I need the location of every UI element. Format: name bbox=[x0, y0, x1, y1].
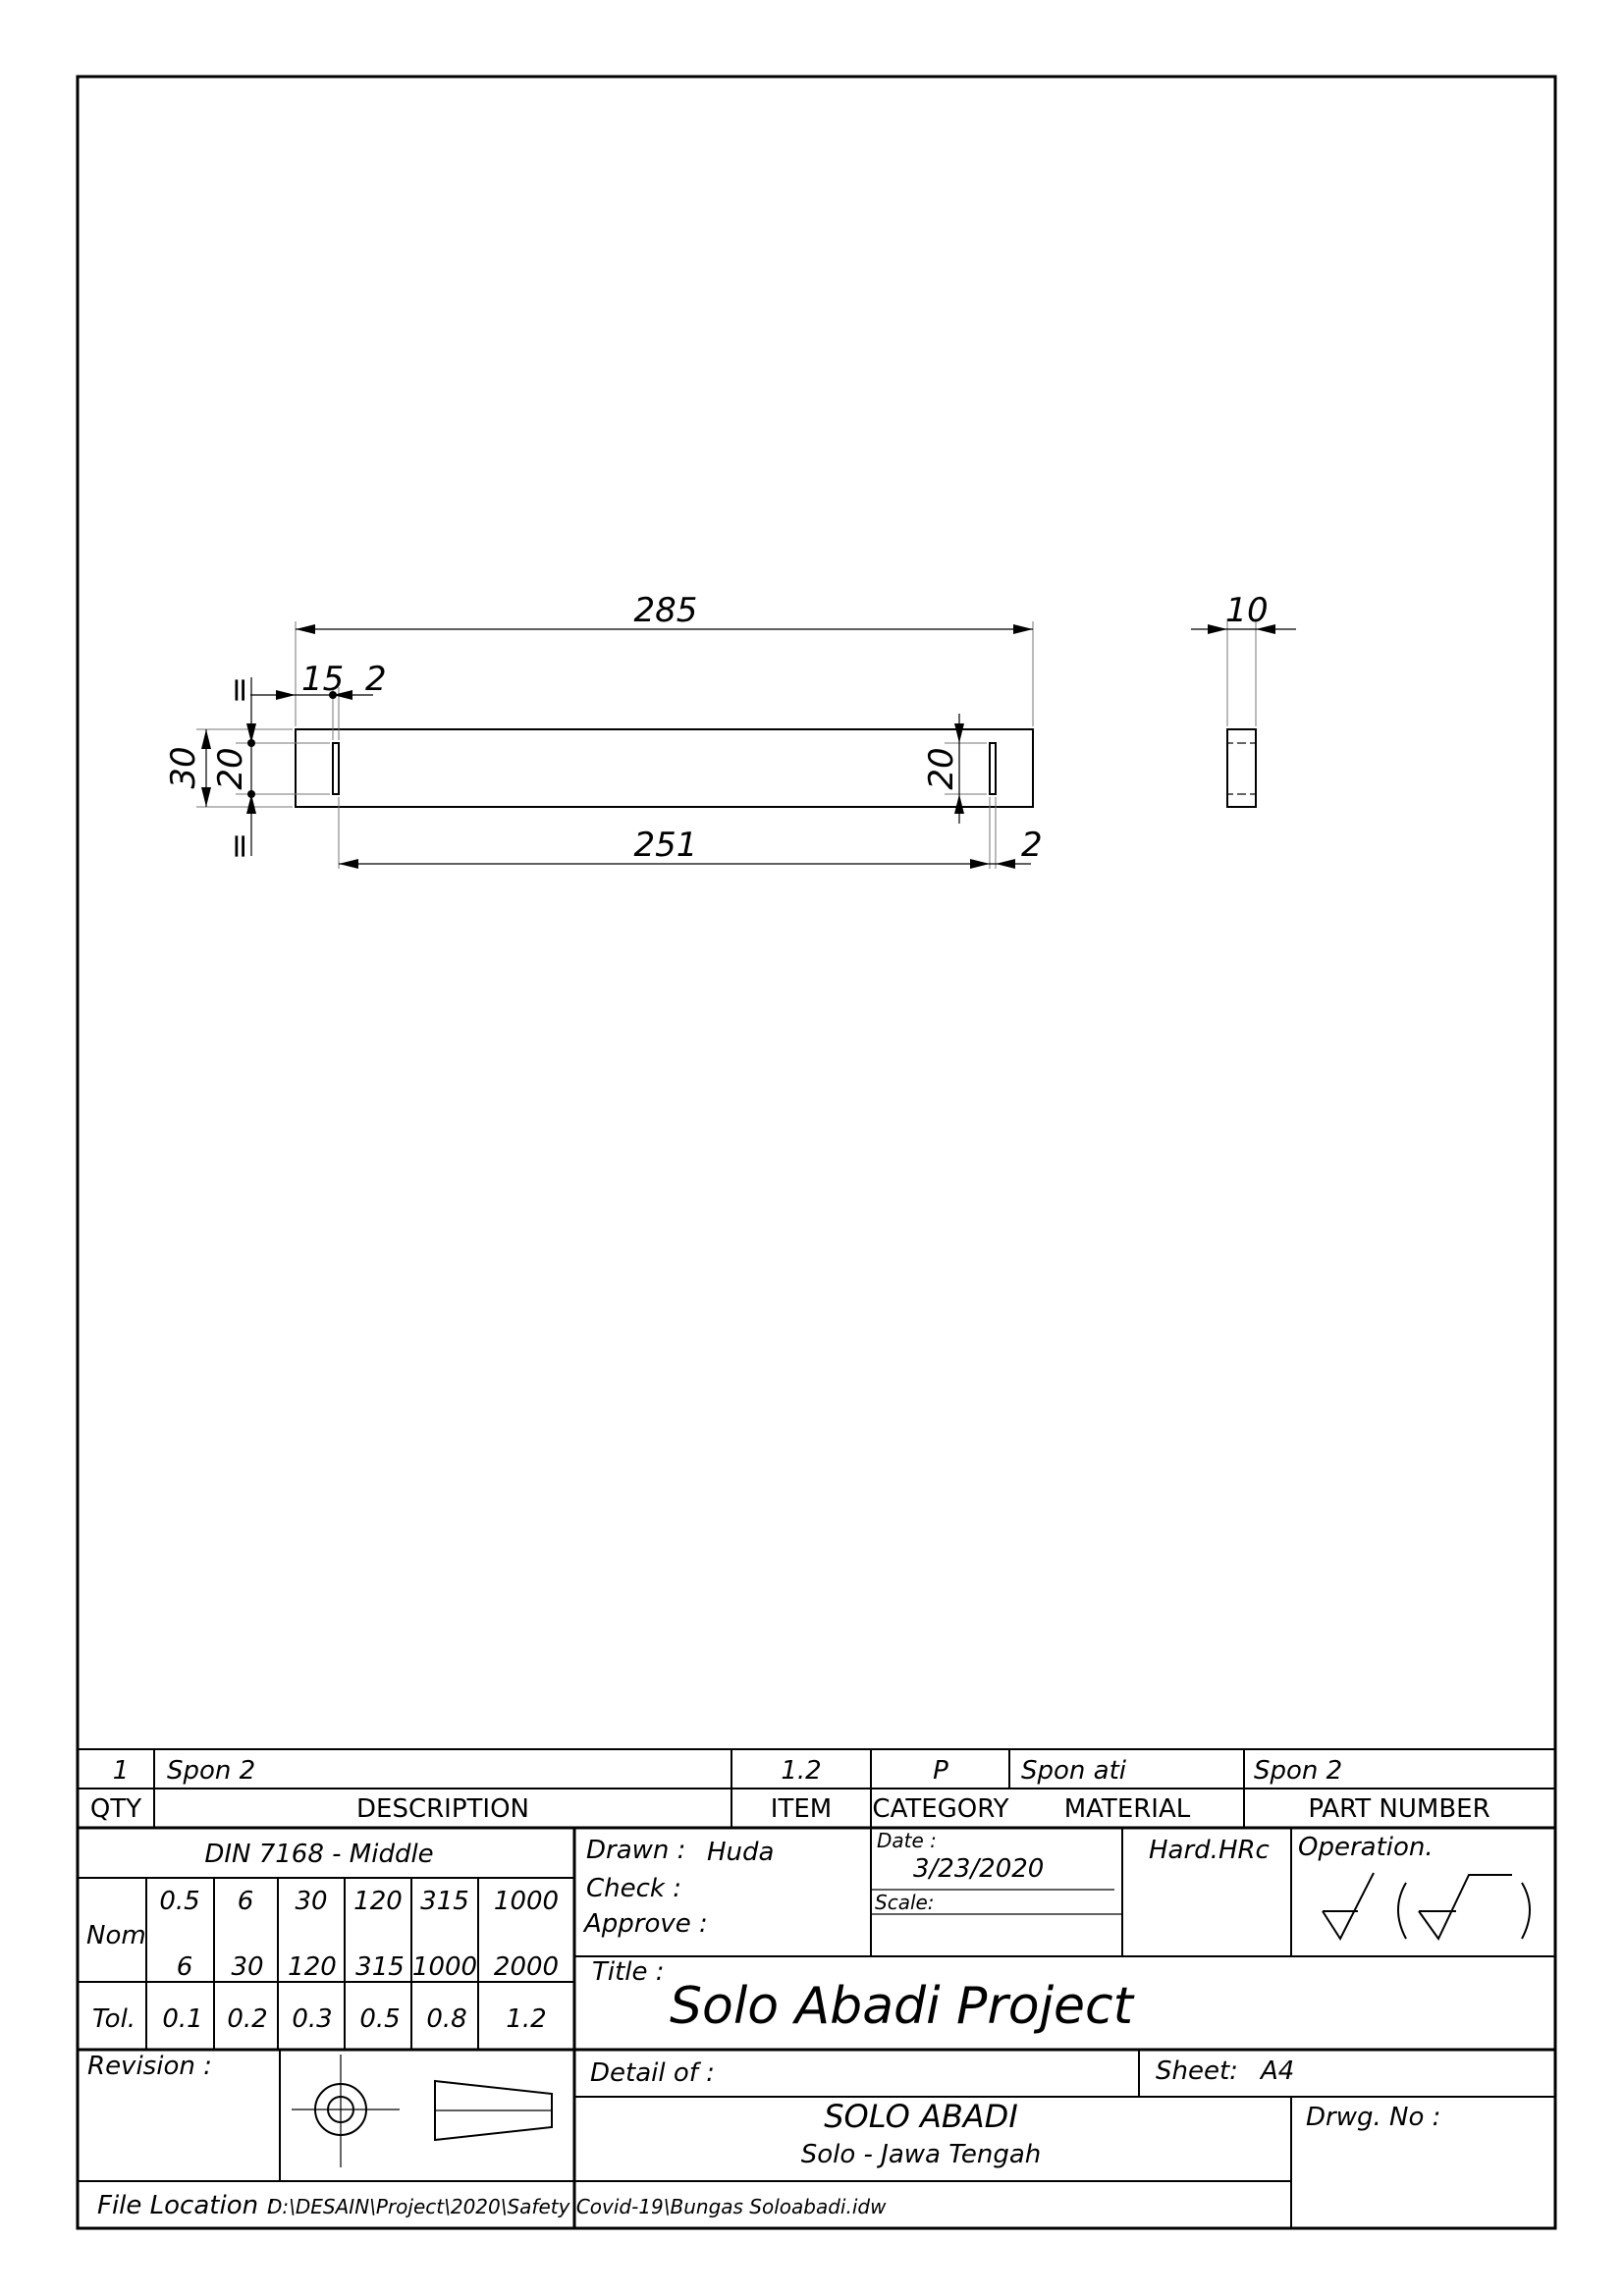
nom-from-5: 1000 bbox=[493, 1887, 560, 1916]
operation-label: Operation. bbox=[1298, 1833, 1434, 1862]
detail-label: Detail of : bbox=[590, 2058, 715, 2088]
dim-hole-height-left: 20 bbox=[211, 747, 250, 790]
project-title: Solo Abadi Project bbox=[670, 1977, 1134, 2036]
slot-right bbox=[990, 743, 996, 794]
dim-hole-offset: 15 bbox=[301, 660, 345, 699]
nom-from-3: 120 bbox=[353, 1887, 403, 1916]
tolerance-standard: DIN 7168 - Middle bbox=[204, 1840, 434, 1869]
dim-hole-width-left: 2 bbox=[365, 660, 387, 699]
dim-thickness: 10 bbox=[1225, 591, 1269, 630]
check-label: Check : bbox=[586, 1874, 682, 1903]
tol-label: Tol. bbox=[92, 2004, 136, 2034]
surface-finish-symbol bbox=[1323, 1873, 1530, 1939]
tol-3: 0.5 bbox=[359, 2004, 401, 2034]
projection-symbol bbox=[292, 2055, 552, 2167]
sheet-label: Sheet: bbox=[1156, 2056, 1238, 2086]
title-label: Title : bbox=[592, 1957, 665, 1987]
header-item: ITEM bbox=[770, 1794, 833, 1824]
date-value: 3/23/2020 bbox=[913, 1854, 1045, 1884]
tol-1: 0.2 bbox=[227, 2004, 268, 2034]
nom-label: Nom bbox=[86, 1921, 146, 1950]
part-qty: 1 bbox=[112, 1756, 130, 1786]
file-location-label: File Location : bbox=[97, 2191, 276, 2220]
scale-label: Scale: bbox=[875, 1891, 935, 1914]
nom-from-0: 0.5 bbox=[159, 1887, 200, 1916]
part-number: Spon 2 bbox=[1254, 1756, 1343, 1786]
part-description: Spon 2 bbox=[167, 1756, 256, 1786]
nom-to-0: 6 bbox=[176, 1952, 193, 1982]
dim-hole-width-right: 2 bbox=[1021, 826, 1043, 865]
side-view bbox=[1227, 729, 1256, 807]
dim-overall-length: 285 bbox=[633, 591, 698, 630]
date-label: Date : bbox=[877, 1829, 937, 1852]
file-location-value: D:\DESAIN\Project\2020\Safety Covid-19\Bungas Soloabadi.idw bbox=[267, 2195, 887, 2218]
company-location: Solo - Jawa Tengah bbox=[800, 2140, 1042, 2169]
nom-to-2: 120 bbox=[288, 1952, 337, 1982]
company-name: SOLO ABADI bbox=[824, 2098, 1018, 2135]
header-description: DESCRIPTION bbox=[356, 1794, 529, 1824]
revision-label: Revision : bbox=[87, 2052, 212, 2081]
header-part-number: PART NUMBER bbox=[1308, 1794, 1490, 1824]
part-category: P bbox=[933, 1756, 948, 1786]
tol-5: 1.2 bbox=[506, 2004, 547, 2034]
tol-0: 0.1 bbox=[162, 2004, 203, 2034]
part-material: Spon ati bbox=[1021, 1756, 1127, 1786]
equal-mark-top: = bbox=[220, 675, 259, 705]
title-block bbox=[78, 1749, 1555, 2228]
nom-to-3: 315 bbox=[355, 1952, 405, 1982]
header-qty: QTY bbox=[89, 1794, 142, 1824]
part-item: 1.2 bbox=[781, 1756, 822, 1786]
hardness-label: Hard.HRc bbox=[1149, 1836, 1270, 1865]
nom-to-1: 30 bbox=[231, 1952, 264, 1982]
nom-from-2: 30 bbox=[295, 1887, 328, 1916]
drawing-no-label: Drwg. No : bbox=[1306, 2103, 1441, 2132]
drawn-label: Drawn : bbox=[586, 1836, 686, 1865]
equal-mark-bottom: = bbox=[220, 831, 259, 861]
nom-to-5: 2000 bbox=[493, 1952, 560, 1982]
nom-from-4: 315 bbox=[420, 1887, 469, 1916]
dim-overall-height: 30 bbox=[164, 746, 203, 789]
nom-to-4: 1000 bbox=[411, 1952, 478, 1982]
tol-2: 0.3 bbox=[292, 2004, 333, 2034]
dim-hole-height-right: 20 bbox=[922, 747, 961, 790]
nom-from-1: 6 bbox=[237, 1887, 254, 1916]
drawn-value: Huda bbox=[707, 1838, 775, 1867]
slot-left bbox=[333, 743, 339, 794]
sheet-value: A4 bbox=[1261, 2056, 1295, 2086]
header-category: CATEGORY bbox=[872, 1794, 1009, 1824]
header-material: MATERIAL bbox=[1063, 1794, 1191, 1824]
dim-hole-spacing: 251 bbox=[633, 826, 698, 865]
tol-4: 0.8 bbox=[426, 2004, 467, 2034]
side-outline bbox=[1227, 729, 1256, 807]
approve-label: Approve : bbox=[584, 1909, 708, 1939]
